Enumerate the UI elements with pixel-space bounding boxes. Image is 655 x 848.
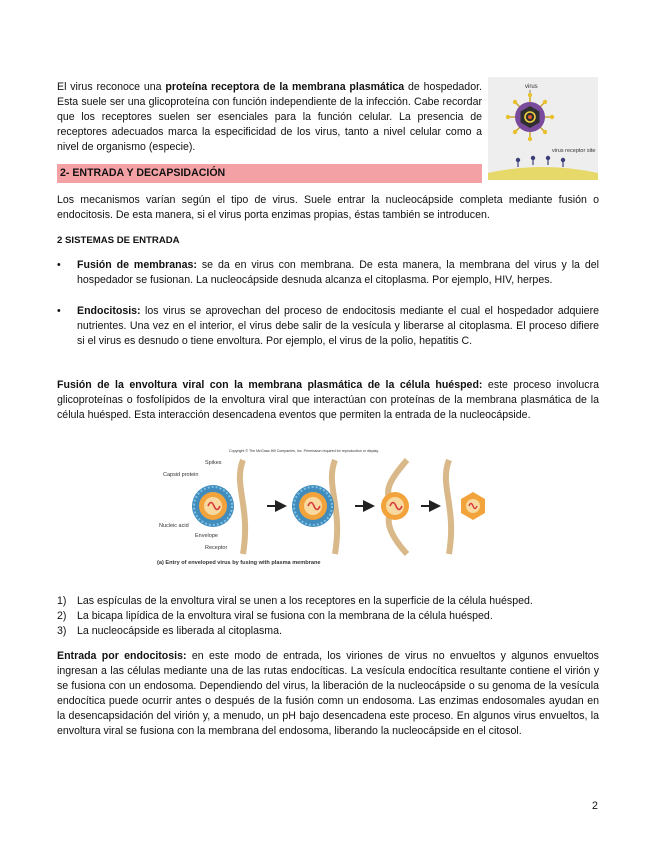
- bullet-item-fusion: [57, 258, 599, 288]
- virus-label: virus: [525, 84, 538, 90]
- bullet-term: Fusión de membranas:: [77, 259, 197, 271]
- bullet-text: se da en virus con membrana. De esta manera, la membrana del virus y la del hospedador se fusionan. La nucleocápside desnuda alcanza el citoplasma. Por ejemplo, HIV, herpes.: [77, 259, 599, 286]
- fusion-stage-1: [192, 460, 245, 554]
- fusion-text: este proceso involucra glicoproteínas o fosfolípidos de la envoltura viral que interactúan con proteínas de la membrana plasmática de la célula huésped. Esta interacción desencadena eventos que permiten la entrada de la nucleocápside.: [57, 379, 599, 421]
- receptor-label: virus receptor site: [552, 148, 596, 154]
- list-item: [57, 624, 599, 639]
- label-spikes: Spikes: [205, 460, 222, 466]
- fusion-term: Fusión de la envoltura viral con la membrana plasmática de la célula huésped:: [57, 379, 483, 391]
- figure-caption: (a) Entry of enveloped virus by fusing with plasma membrane: [157, 560, 321, 566]
- intro-text-2: de hospedador. Esta suele ser una glicoproteína con función independiente de la infección. Cabe recordar que los receptores suelen ser esenciales para la función celular. La presencia de receptores adecuados marca la especificidad de los virus, tanto a nivel celular como a nivel de organismo (especie).: [57, 81, 482, 153]
- fusion-stage-3: [381, 460, 409, 554]
- endocytosis-paragraph: [57, 649, 599, 739]
- endocytosis-text: en este modo de entrada, los viriones de virus no envueltos y algunos envueltos ingresan a las células mediante una de las rutas endocíticas. La vesícula endocítica resultante contiene el virión y se fusiona con un endosoma. Dependiendo del virus, la liberación de la nucleocápside o su genoma de la vesícula endocítica puede ocurrir antes o después de la fusión comn un endosoma. Las enzimas endosomales ayudan en la desencapsidación del virión y, a menudo, un pH bajo desencadena este proceso. En algunos virus envueltos, la envoltura viral se fusiona con la membrana del endosoma, liberando la nucleocápside en el citosol.: [57, 650, 599, 737]
- step-text: La nucleocápside es liberada al citoplasma.: [77, 625, 282, 637]
- step-number: 2): [57, 610, 67, 622]
- page-number: 2: [592, 800, 598, 812]
- subheading-sistemas: 2 SISTEMAS DE ENTRADA: [57, 235, 180, 246]
- step-text: Las espículas de la envoltura viral se unen a los receptores en la superficie de la célula huésped.: [77, 595, 533, 607]
- virus-receptor-figure: [488, 77, 598, 180]
- fusion-stage-2: [292, 460, 337, 554]
- virus-particle: [506, 93, 554, 141]
- label-nucleic: Nucleic acid: [159, 523, 189, 529]
- figure-copyright: Copyright © The McGraw-Hill Companies, Inc. Permission required for reproduction or display.: [229, 449, 379, 453]
- fusion-entry-illustration: [155, 446, 495, 568]
- intro-text-1: El virus reconoce una: [57, 81, 166, 93]
- bullet-icon: •: [57, 305, 61, 317]
- fusion-entry-figure: [155, 446, 495, 568]
- label-capsid: Capsid protein: [163, 472, 199, 478]
- label-envelope: Envelope: [195, 533, 218, 539]
- bullet-item-endocitosis: [57, 304, 599, 349]
- mechanisms-paragraph: Los mecanismos varían según el tipo de virus. Suele entrar la nucleocápside completa mediante fusión o endocitosis. De esta manera, si el virus porta enzimas propias, éstas también se introducen.: [57, 194, 599, 221]
- step-number: 3): [57, 625, 67, 637]
- list-item: [57, 609, 599, 624]
- bullet-term: Endocitosis:: [77, 305, 141, 317]
- virus-receptor-illustration: [488, 77, 598, 180]
- fusion-stage-4: [446, 460, 485, 554]
- step-text: La bicapa lipídica de la envoltura viral se fusiona con la membrana de la célula huésped.: [77, 610, 493, 622]
- bullet-text: los virus se aprovechan del proceso de endocitosis mediante el cual el hospedador adquiere nutrientes. Una vez en el interior, el virus debe salir de la vesícula y liberarse al citoplasma. El proceso difiere si el virus es desnudo o tiene envoltura. Por ejemplo, el virus de la polio, hepatitis C.: [77, 305, 599, 347]
- intro-paragraph: [57, 80, 482, 155]
- list-item: [57, 594, 599, 609]
- endocytosis-term: Entrada por endocitosis:: [57, 650, 187, 662]
- step-number: 1): [57, 595, 67, 607]
- bullet-icon: •: [57, 259, 61, 271]
- label-receptor: Receptor: [205, 545, 228, 551]
- section-heading-entrada: 2- ENTRADA Y DECAPSIDACIÓN: [57, 164, 482, 183]
- intro-bold-term: proteína receptora de la membrana plasmática: [165, 81, 405, 93]
- fusion-paragraph: [57, 378, 599, 423]
